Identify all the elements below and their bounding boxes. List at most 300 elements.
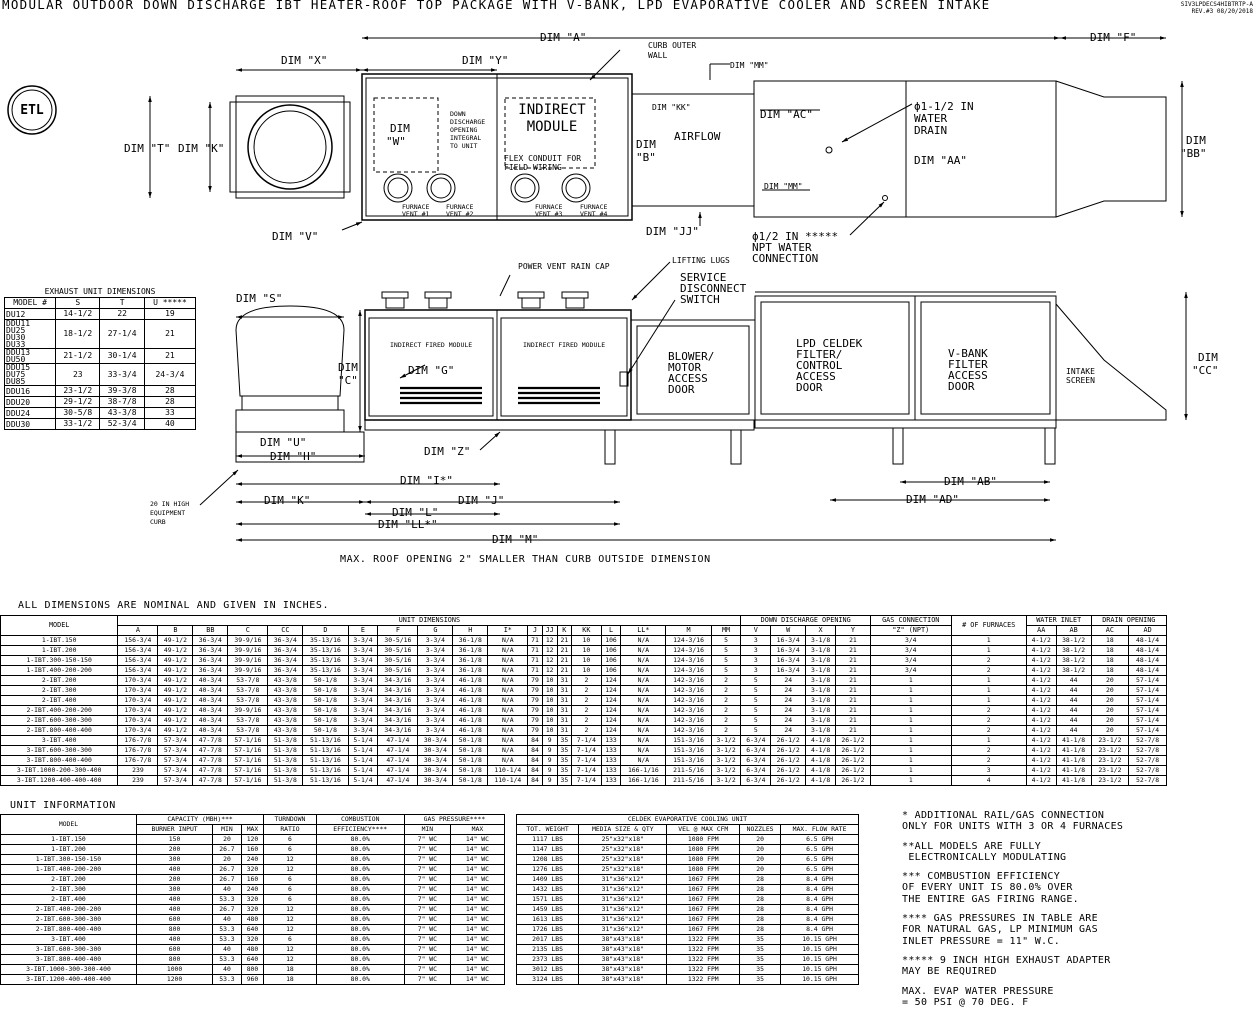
- label-blower-1: BLOWER/: [668, 350, 715, 363]
- label-lpd-5: DOOR: [796, 381, 823, 394]
- table-row: [5, 364, 196, 386]
- dim-value-cell: 7-1/4: [571, 756, 601, 766]
- celdek-value-cell: 1067 FPM: [667, 905, 740, 915]
- dim-value-cell: 79: [528, 706, 542, 716]
- dim-value-cell: 4-1/2: [1026, 716, 1056, 726]
- dim-value-cell: 44: [1056, 716, 1091, 726]
- dim-value-cell: 10: [571, 666, 601, 676]
- unit-value-cell: 14" WC: [450, 865, 504, 875]
- dim-value-cell: 1: [951, 636, 1026, 646]
- exhaust-dimensions-table: [4, 287, 196, 430]
- unit-value-cell: 80.0%: [316, 865, 404, 875]
- dim-value-cell: 47-7/8: [193, 756, 228, 766]
- dim-value-cell: 3/4: [870, 646, 951, 656]
- dim-value-cell: 2: [711, 686, 741, 696]
- dim-value-cell: N/A: [488, 756, 528, 766]
- dim-value-cell: 6-3/4: [741, 776, 771, 786]
- dim-value-cell: 4: [951, 776, 1026, 786]
- dim-value-cell: 5: [711, 646, 741, 656]
- label-down-discharge-2: DISCHARGE: [450, 118, 486, 126]
- table-row: [1, 925, 505, 935]
- dim-value-cell: 151-3/16: [666, 736, 711, 746]
- dim-value-cell: 36-1/8: [453, 656, 488, 666]
- dim-value-cell: 35-13/16: [303, 646, 348, 656]
- dim-value-cell: 21: [557, 636, 571, 646]
- unit-value-cell: 14" WC: [450, 965, 504, 975]
- dim-value-cell: 1: [870, 726, 951, 736]
- exhaust-t-cell: 39-3/8: [100, 386, 144, 397]
- dim-value-cell: 41-1/8: [1056, 776, 1091, 786]
- celdek-value-cell: 1276 LBS: [517, 865, 579, 875]
- dim-value-cell: 18: [1091, 636, 1129, 646]
- dim-value-cell: 2: [571, 726, 601, 736]
- dim-value-cell: N/A: [488, 636, 528, 646]
- exhaust-model-cell: [5, 364, 56, 386]
- dim-column-header: Y: [835, 626, 870, 636]
- dim-value-cell: 40-3/4: [193, 676, 228, 686]
- dim-value-cell: 24: [771, 686, 806, 696]
- unit-value-cell: 12: [264, 855, 316, 865]
- unit-value-cell: 7" WC: [404, 955, 450, 965]
- unit-value-cell: 480: [241, 945, 264, 955]
- dim-value-cell: 36-3/4: [193, 666, 228, 676]
- unit-value-cell: 7" WC: [404, 875, 450, 885]
- dim-value-cell: 31: [557, 686, 571, 696]
- unit-value-cell: 200: [136, 845, 212, 855]
- dim-value-cell: 1: [870, 696, 951, 706]
- exhaust-s-cell: 21-1/2: [56, 349, 100, 364]
- dim-value-cell: 5-1/4: [348, 746, 378, 756]
- label-dim-z: DIM "Z": [424, 445, 471, 458]
- dim-value-cell: 2: [711, 706, 741, 716]
- celdek-value-cell: 2135 LBS: [517, 945, 579, 955]
- table-row: [1, 875, 505, 885]
- celdek-value-cell: 20: [740, 835, 781, 845]
- dim-value-cell: 124-3/16: [666, 656, 711, 666]
- table-row: [1, 706, 1167, 716]
- dim-column-header: LL*: [621, 626, 666, 636]
- dim-value-cell: 50-1/8: [453, 746, 488, 756]
- dim-value-cell: 23-1/2: [1091, 776, 1129, 786]
- dim-value-cell: 18: [1091, 656, 1129, 666]
- dim-value-cell: 36-3/4: [268, 666, 303, 676]
- unit-value-cell: 18: [264, 965, 316, 975]
- dim-value-cell: N/A: [488, 676, 528, 686]
- dim-header-water: WATER INLET: [1026, 616, 1091, 626]
- dim-value-cell: 21: [835, 706, 870, 716]
- celdek-value-cell: 1322 FPM: [667, 945, 740, 955]
- label-dim-f: DIM "F": [1090, 31, 1137, 44]
- dim-column-header: D: [303, 626, 348, 636]
- unit-value-cell: 120: [241, 835, 264, 845]
- unit-value-cell: 480: [241, 915, 264, 925]
- unit-header-gas: GAS PRESSURE****: [404, 815, 504, 825]
- celdek-header-nozzles: NOZZLES: [740, 825, 781, 835]
- dim-value-cell: 47-7/8: [193, 766, 228, 776]
- unit-model-cell: 2-IBT.800-400-400: [1, 925, 137, 935]
- label-furnace-3a: FURNACE: [535, 203, 563, 211]
- celdek-value-cell: 31"x36"x12": [579, 895, 667, 905]
- label-down-discharge-3: OPENING: [450, 126, 478, 134]
- unit-header-capacity: CAPACITY (MBH)***: [136, 815, 263, 825]
- dim-value-cell: 34-3/16: [378, 706, 418, 716]
- dim-value-cell: 71: [528, 646, 542, 656]
- dim-value-cell: 51-13/16: [303, 746, 348, 756]
- dim-column-header: AD: [1129, 626, 1167, 636]
- dim-value-cell: 48-1/4: [1129, 666, 1167, 676]
- celdek-value-cell: 1432 LBS: [517, 885, 579, 895]
- label-vbank-2: FILTER: [948, 358, 988, 371]
- dim-header-gas: GAS CONNECTION: [870, 616, 951, 626]
- dim-value-cell: 36-3/4: [193, 636, 228, 646]
- dim-value-cell: 36-3/4: [268, 636, 303, 646]
- dim-value-cell: 44: [1056, 706, 1091, 716]
- dim-value-cell: 49-1/2: [158, 666, 193, 676]
- dim-value-cell: N/A: [621, 666, 666, 676]
- label-lifting-lugs: LIFTING LUGS: [672, 256, 730, 265]
- unit-value-cell: 800: [241, 965, 264, 975]
- dim-value-cell: 3-1/8: [806, 666, 836, 676]
- dim-value-cell: 156-3/4: [118, 666, 158, 676]
- dim-value-cell: 10: [571, 656, 601, 666]
- dim-value-cell: 1: [870, 686, 951, 696]
- dim-value-cell: 5: [711, 666, 741, 676]
- revision-date: REV.#3 08/20/2018: [1191, 8, 1253, 15]
- label-lpd-3: CONTROL: [796, 359, 843, 372]
- dim-value-cell: 3: [951, 766, 1026, 776]
- table-row: [517, 875, 859, 885]
- dim-value-cell: 3-1/8: [806, 706, 836, 716]
- label-furnace-3b: VENT #3: [535, 210, 563, 218]
- label-dim-u: DIM "U": [260, 436, 307, 449]
- dim-value-cell: 50-1/8: [303, 726, 348, 736]
- unit-value-cell: 7" WC: [404, 865, 450, 875]
- unit-model-cell: 3-IBT.1200-400-400-400: [1, 975, 137, 985]
- unit-value-cell: 14" WC: [450, 855, 504, 865]
- dim-value-cell: 10: [571, 636, 601, 646]
- unit-value-cell: 12: [264, 865, 316, 875]
- table-row: [1, 636, 1167, 646]
- unit-value-cell: 7" WC: [404, 965, 450, 975]
- dim-value-cell: 49-1/2: [158, 636, 193, 646]
- unit-value-cell: 53.3: [213, 955, 242, 965]
- dim-model-cell: 2-IBT.400: [1, 696, 118, 706]
- label-water-conn-2: NPT WATER: [752, 241, 812, 254]
- table-row: [1, 845, 505, 855]
- dim-value-cell: 53-7/8: [228, 696, 268, 706]
- unit-value-cell: 800: [136, 925, 212, 935]
- dim-value-cell: 51-13/16: [303, 736, 348, 746]
- dim-value-cell: 2: [571, 676, 601, 686]
- unit-value-cell: 600: [136, 915, 212, 925]
- dim-model-cell: 2-IBT.300: [1, 686, 118, 696]
- celdek-value-cell: 20: [740, 845, 781, 855]
- celdek-value-cell: 10.15 GPH: [781, 945, 859, 955]
- dim-header-model: MODEL: [1, 616, 118, 636]
- dim-value-cell: 50-1/8: [453, 766, 488, 776]
- dim-value-cell: 26-1/2: [835, 746, 870, 756]
- dim-value-cell: 170-3/4: [118, 726, 158, 736]
- table-row: [517, 835, 859, 845]
- dim-value-cell: 47-1/4: [378, 736, 418, 746]
- dim-value-cell: 39-9/16: [228, 706, 268, 716]
- unit-value-cell: 40: [213, 915, 242, 925]
- exhaust-model-cell: [5, 408, 56, 419]
- dim-value-cell: 9: [542, 756, 557, 766]
- dim-value-cell: 12: [542, 656, 557, 666]
- unit-value-cell: 12: [264, 915, 316, 925]
- exhaust-model-name: DDU20: [6, 397, 31, 407]
- unit-model-cell: 1-IBT.300-150-150: [1, 855, 137, 865]
- celdek-table-body: [517, 835, 859, 985]
- celdek-value-cell: 3124 LBS: [517, 975, 579, 985]
- label-curb-1: 20 IN HIGH: [150, 500, 190, 508]
- celdek-value-cell: 1067 FPM: [667, 925, 740, 935]
- dim-value-cell: 40-3/4: [193, 706, 228, 716]
- dim-value-cell: 170-3/4: [118, 676, 158, 686]
- dim-value-cell: 12: [542, 666, 557, 676]
- dim-value-cell: 3-3/4: [348, 696, 378, 706]
- dim-column-header: H: [453, 626, 488, 636]
- label-down-discharge-4: INTEGRAL: [450, 134, 482, 142]
- celdek-header-flow: MAX. FLOW RATE: [781, 825, 859, 835]
- dim-value-cell: 3-3/4: [418, 706, 453, 716]
- unit-value-cell: 7" WC: [404, 975, 450, 985]
- exhaust-model-name: DDU13: [6, 348, 31, 357]
- dim-value-cell: 41-1/8: [1056, 736, 1091, 746]
- celdek-value-cell: 20: [740, 855, 781, 865]
- celdek-value-cell: 1067 FPM: [667, 895, 740, 905]
- celdek-value-cell: 10.15 GPH: [781, 975, 859, 985]
- celdek-value-cell: 1726 LBS: [517, 925, 579, 935]
- dim-value-cell: 21: [557, 666, 571, 676]
- celdek-value-cell: 1208 LBS: [517, 855, 579, 865]
- celdek-value-cell: 6.5 GPH: [781, 845, 859, 855]
- dim-value-cell: 142-3/16: [666, 706, 711, 716]
- unit-value-cell: 80.0%: [316, 975, 404, 985]
- dim-value-cell: 26-1/2: [771, 776, 806, 786]
- dim-value-cell: N/A: [621, 726, 666, 736]
- dim-value-cell: 1: [951, 646, 1026, 656]
- unit-value-cell: 6: [264, 935, 316, 945]
- label-dim-s: DIM "S": [236, 292, 283, 305]
- dim-value-cell: N/A: [621, 746, 666, 756]
- dim-column-header: J: [528, 626, 542, 636]
- dim-value-cell: 43-3/8: [268, 676, 303, 686]
- label-dim-b-2: "B": [636, 151, 656, 164]
- dim-value-cell: 3-1/8: [806, 696, 836, 706]
- dim-value-cell: 36-3/4: [193, 656, 228, 666]
- note-1: * ADDITIONAL RAIL/GAS CONNECTION ONLY FOR UNITS WITH 3 OR 4 FURNACES: [902, 810, 1124, 833]
- unit-value-cell: 12: [264, 955, 316, 965]
- unit-header-model: MODEL: [1, 815, 137, 835]
- exhaust-model-name: DU75: [6, 370, 26, 379]
- dim-value-cell: 26-1/2: [771, 756, 806, 766]
- table-row: [517, 935, 859, 945]
- dim-value-cell: 51-3/8: [268, 736, 303, 746]
- dim-column-header: JJ: [542, 626, 557, 636]
- table-row: [517, 895, 859, 905]
- label-dim-ab: DIM "AB": [944, 475, 997, 488]
- dim-value-cell: 4-1/2: [1026, 746, 1056, 756]
- celdek-value-cell: 1409 LBS: [517, 875, 579, 885]
- dim-value-cell: 38-1/2: [1056, 646, 1091, 656]
- dim-value-cell: 3-3/4: [348, 646, 378, 656]
- dim-model-cell: 3-IBT.400: [1, 736, 118, 746]
- dim-column-header: CC: [268, 626, 303, 636]
- unit-value-cell: 80.0%: [316, 925, 404, 935]
- exhaust-t-cell: 43-3/8: [100, 408, 144, 419]
- unit-header-combustion: COMBUSTION: [316, 815, 404, 825]
- dim-value-cell: 5: [741, 726, 771, 736]
- label-dim-ac: DIM "AC": [760, 108, 813, 121]
- dim-model-cell: 2-IBT.200: [1, 676, 118, 686]
- dim-value-cell: 43-3/8: [268, 686, 303, 696]
- table-row: [1, 766, 1167, 776]
- dim-value-cell: 4-1/2: [1026, 736, 1056, 746]
- dim-value-cell: N/A: [488, 696, 528, 706]
- dim-value-cell: 3-3/4: [348, 676, 378, 686]
- exhaust-header-model: MODEL #: [5, 298, 56, 309]
- dim-value-cell: 26-1/2: [835, 766, 870, 776]
- dim-value-cell: 51-13/16: [303, 756, 348, 766]
- unit-value-cell: 26.7: [213, 845, 242, 855]
- dim-value-cell: 142-3/16: [666, 676, 711, 686]
- label-dim-t: DIM "T": [124, 142, 171, 155]
- dim-value-cell: 21: [835, 696, 870, 706]
- dim-value-cell: 51-3/8: [268, 746, 303, 756]
- dim-value-cell: 38-1/2: [1056, 666, 1091, 676]
- unit-header-efficiency: EFFICIENCY****: [316, 825, 404, 835]
- exhaust-model-name: DU25: [6, 326, 26, 335]
- dim-value-cell: 10: [542, 726, 557, 736]
- unit-value-cell: 80.0%: [316, 855, 404, 865]
- label-water-drain-3: DRAIN: [914, 124, 948, 137]
- dim-value-cell: 3-3/4: [418, 656, 453, 666]
- dim-value-cell: 3-1/8: [806, 726, 836, 736]
- label-indirect-module-2: MODULE: [526, 119, 578, 135]
- dim-value-cell: 3-3/4: [418, 676, 453, 686]
- unit-value-cell: 12: [264, 905, 316, 915]
- dim-value-cell: 57-1/4: [1129, 706, 1167, 716]
- dim-column-header: AC: [1091, 626, 1129, 636]
- dim-value-cell: 3-1/2: [711, 756, 741, 766]
- unit-header-gas-max: MAX: [450, 825, 504, 835]
- dim-value-cell: 71: [528, 636, 542, 646]
- dim-value-cell: 71: [528, 656, 542, 666]
- dim-value-cell: 46-1/8: [453, 716, 488, 726]
- dim-value-cell: 176-7/8: [118, 756, 158, 766]
- unit-value-cell: 240: [241, 885, 264, 895]
- label-down-discharge-1: DOWN: [450, 110, 466, 118]
- dim-value-cell: 51-13/16: [303, 776, 348, 786]
- table-row: [1, 776, 1167, 786]
- unit-header-gas-min: MIN: [404, 825, 450, 835]
- dim-value-cell: 4-1/8: [806, 736, 836, 746]
- celdek-value-cell: 1080 FPM: [667, 855, 740, 865]
- dim-value-cell: 142-3/16: [666, 686, 711, 696]
- unit-model-cell: 2-IBT.300: [1, 885, 137, 895]
- unit-value-cell: 53.3: [213, 935, 242, 945]
- exhaust-model-cell: [5, 320, 56, 349]
- celdek-value-cell: 31"x36"x12": [579, 915, 667, 925]
- dim-value-cell: 46-1/8: [453, 676, 488, 686]
- unit-value-cell: 150: [136, 835, 212, 845]
- unit-model-cell: 3-IBT.600-300-300: [1, 945, 137, 955]
- dim-model-cell: 2-IBT.400-200-200: [1, 706, 118, 716]
- dim-value-cell: 5: [711, 636, 741, 646]
- dim-value-cell: 35: [557, 736, 571, 746]
- dim-value-cell: 21: [835, 646, 870, 656]
- table-row: [1, 855, 505, 865]
- unit-value-cell: 14" WC: [450, 915, 504, 925]
- celdek-value-cell: 28: [740, 915, 781, 925]
- dim-value-cell: 38-1/2: [1056, 656, 1091, 666]
- dim-model-cell: 2-IBT.800-400-400: [1, 726, 118, 736]
- dim-value-cell: 48-1/4: [1129, 646, 1167, 656]
- exhaust-u-cell: 24-3/4: [144, 364, 195, 386]
- dim-value-cell: 46-1/8: [453, 696, 488, 706]
- unit-value-cell: 53.3: [213, 975, 242, 985]
- table-row: [1, 935, 505, 945]
- dim-column-header: G: [418, 626, 453, 636]
- dim-value-cell: 3-1/2: [711, 746, 741, 756]
- label-dim-mm-mid: DIM "MM": [764, 182, 803, 191]
- dim-value-cell: 106: [601, 636, 620, 646]
- dim-value-cell: 110-1/4: [488, 776, 528, 786]
- dim-value-cell: 31: [557, 726, 571, 736]
- celdek-value-cell: 25"x32"x18": [579, 835, 667, 845]
- unit-value-cell: 14" WC: [450, 895, 504, 905]
- celdek-table: [516, 814, 859, 985]
- dim-value-cell: 20: [1091, 686, 1129, 696]
- dim-value-cell: 71: [528, 666, 542, 676]
- table-row: [1, 756, 1167, 766]
- dim-value-cell: 36-1/8: [453, 636, 488, 646]
- dim-value-cell: 49-1/2: [158, 646, 193, 656]
- exhaust-u-cell: 21: [144, 320, 195, 349]
- label-dim-b-1: DIM: [636, 138, 656, 151]
- exhaust-model-name: DDU30: [6, 419, 31, 429]
- exhaust-s-cell: 29-1/2: [56, 397, 100, 408]
- unit-value-cell: 320: [241, 935, 264, 945]
- dim-value-cell: 170-3/4: [118, 696, 158, 706]
- exhaust-model-name: DDU24: [6, 408, 31, 418]
- dim-value-cell: 142-3/16: [666, 726, 711, 736]
- unit-value-cell: 640: [241, 955, 264, 965]
- celdek-value-cell: 1322 FPM: [667, 975, 740, 985]
- dim-value-cell: 4-1/2: [1026, 776, 1056, 786]
- dim-value-cell: 2: [951, 666, 1026, 676]
- exhaust-s-cell: 33-1/2: [56, 419, 100, 430]
- table-row: [517, 905, 859, 915]
- celdek-value-cell: 28: [740, 875, 781, 885]
- dim-value-cell: 57-3/4: [158, 766, 193, 776]
- dim-value-cell: 51-3/8: [268, 776, 303, 786]
- dim-value-cell: N/A: [621, 706, 666, 716]
- dim-value-cell: 3-3/4: [418, 646, 453, 656]
- celdek-value-cell: 2017 LBS: [517, 935, 579, 945]
- celdek-value-cell: 10.15 GPH: [781, 935, 859, 945]
- dim-value-cell: 46-1/8: [453, 706, 488, 716]
- dim-value-cell: 4-1/8: [806, 766, 836, 776]
- dim-value-cell: 26-1/2: [771, 746, 806, 756]
- unit-value-cell: 40: [213, 965, 242, 975]
- dim-value-cell: N/A: [621, 696, 666, 706]
- dim-value-cell: 57-3/4: [158, 756, 193, 766]
- dim-value-cell: 124: [601, 696, 620, 706]
- dim-value-cell: 4-1/2: [1026, 686, 1056, 696]
